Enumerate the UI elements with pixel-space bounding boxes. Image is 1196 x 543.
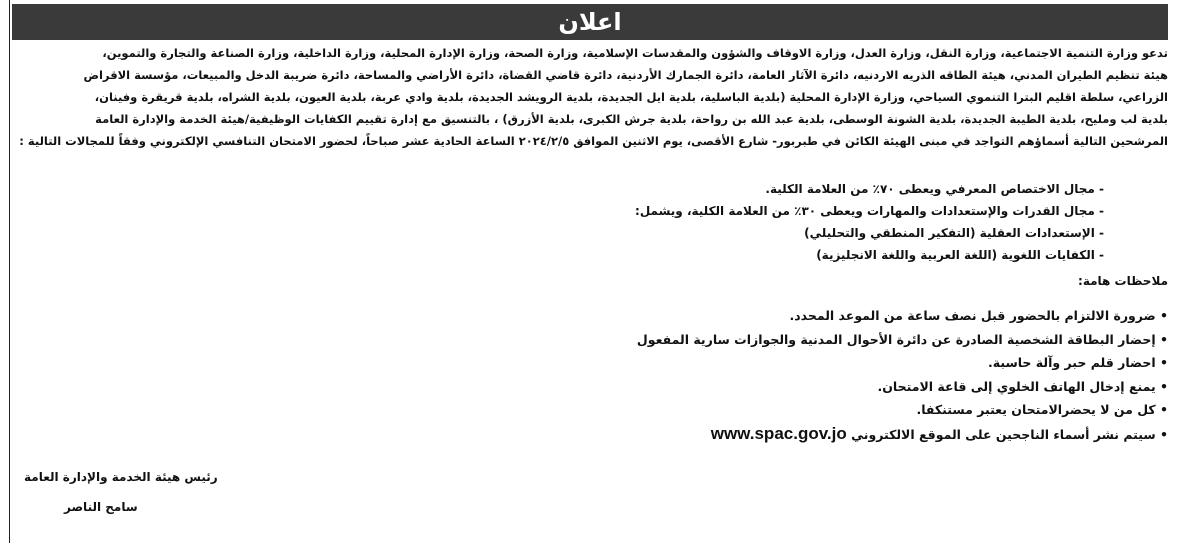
title-bar <box>12 4 1168 40</box>
domain-item: - الكفايات اللغوية (اللغة العربية واللغة الانجليزية) <box>816 248 1104 262</box>
intro-paragraph <box>12 42 1168 152</box>
website-url: www.spac.gov.jo <box>710 423 847 443</box>
domain-item: - مجال الاختصاص المعرفي ويعطى ٧٠٪ من العلامة الكلية. <box>765 182 1104 196</box>
note-item-website <box>637 422 1168 446</box>
intro-line: بلدية لب ومليح، بلدية الطيبة الجديدة، بلدية الشونة الوسطى، بلدية عبد الله بن رواحة، بلدية جرش الكبرى، بلدية الأزرق) ، بالتنسيق مع إدارة تقييم الكفايات الوظيفية/هيئة الخدمة والإدارة العامة <box>95 112 1168 126</box>
exam-domains-list <box>635 178 1104 266</box>
notes-list <box>637 304 1168 445</box>
note-item: • كل من لا يحضرالامتحان يعتبر مستنكفا. <box>916 402 1168 417</box>
domain-item: - الإستعدادات العقلية (التفكير المنطقي والتحليلي) <box>804 226 1104 240</box>
left-border-line <box>9 0 10 543</box>
note-item: • احضار قلم حبر وآلة حاسبة. <box>988 355 1168 370</box>
note-item: • إحضار البطاقة الشخصية الصادرة عن دائرة الأحوال المدنية والجوازات سارية المفعول <box>636 331 1168 347</box>
note-item: • ضرورة الالتزام بالحضور قبل نصف ساعة من الموعد المحدد. <box>789 308 1168 323</box>
notes-heading: ملاحظات هامة: <box>1078 274 1168 288</box>
note-item: • يمنع إدخال الهاتف الخلوي إلى قاعة الامتحان. <box>877 378 1168 394</box>
domain-item: - مجال القدرات والإستعدادات والمهارات ويعطى ٣٠٪ من العلامة الكلية، ويشمل: <box>635 204 1104 218</box>
signatory-title: رئيس هيئة الخدمة والإدارة العامة <box>24 470 218 484</box>
intro-line: الزراعي، سلطة اقليم البترا التنموي السياحي، وزارة الإدارة المحلية (بلدية الباسلية، بلدية ايل الجديدة، بلدية الرويشد الجديدة، بلدية وادي عربة، بلدية العيون، بلدية الشراه، بلدية قريقرة وفينان، <box>94 90 1168 104</box>
intro-line: تدعو وزارة التنمية الاجتماعية، وزارة النقل، وزارة العدل، وزارة الاوقاف والشؤون والمقدسات الإسلامية، وزارة الصحة، وزارة الإدارة المحلية، وزارة الداخلية، وزارة الصناعة والتجارة والتموين، <box>102 46 1168 60</box>
note-website-text: • سيتم نشر أسماء الناجحين على الموقع الالكتروني <box>851 426 1168 442</box>
intro-line: هيئة تنظيم الطيران المدني، هيئة الطاقه الذريه الاردنيه، دائرة الآثار العامة، دائرة الجمارك الأردنية، دائرة قاضي القضاة، دائرة الأراضي والمساحة، دائرة ضريبة الدخل والمبيعات، مؤسسة الاقراض <box>83 68 1168 82</box>
announcement-title: اعلان <box>558 8 622 36</box>
intro-line: المرشحين التالية أسماؤهم التواجد في مبنى الهيئة الكائن في طبربور- شارع الأقصى، يوم الاثنين الموافق ٢٠٢٤/٢/٥ الساعة الحادية عشر صباحاً، لحضور الامتحان التنافسي الإلكتروني وفقاً للمجالات التالية : <box>19 134 1168 148</box>
signatory-name: سامح الناصر <box>64 500 138 514</box>
